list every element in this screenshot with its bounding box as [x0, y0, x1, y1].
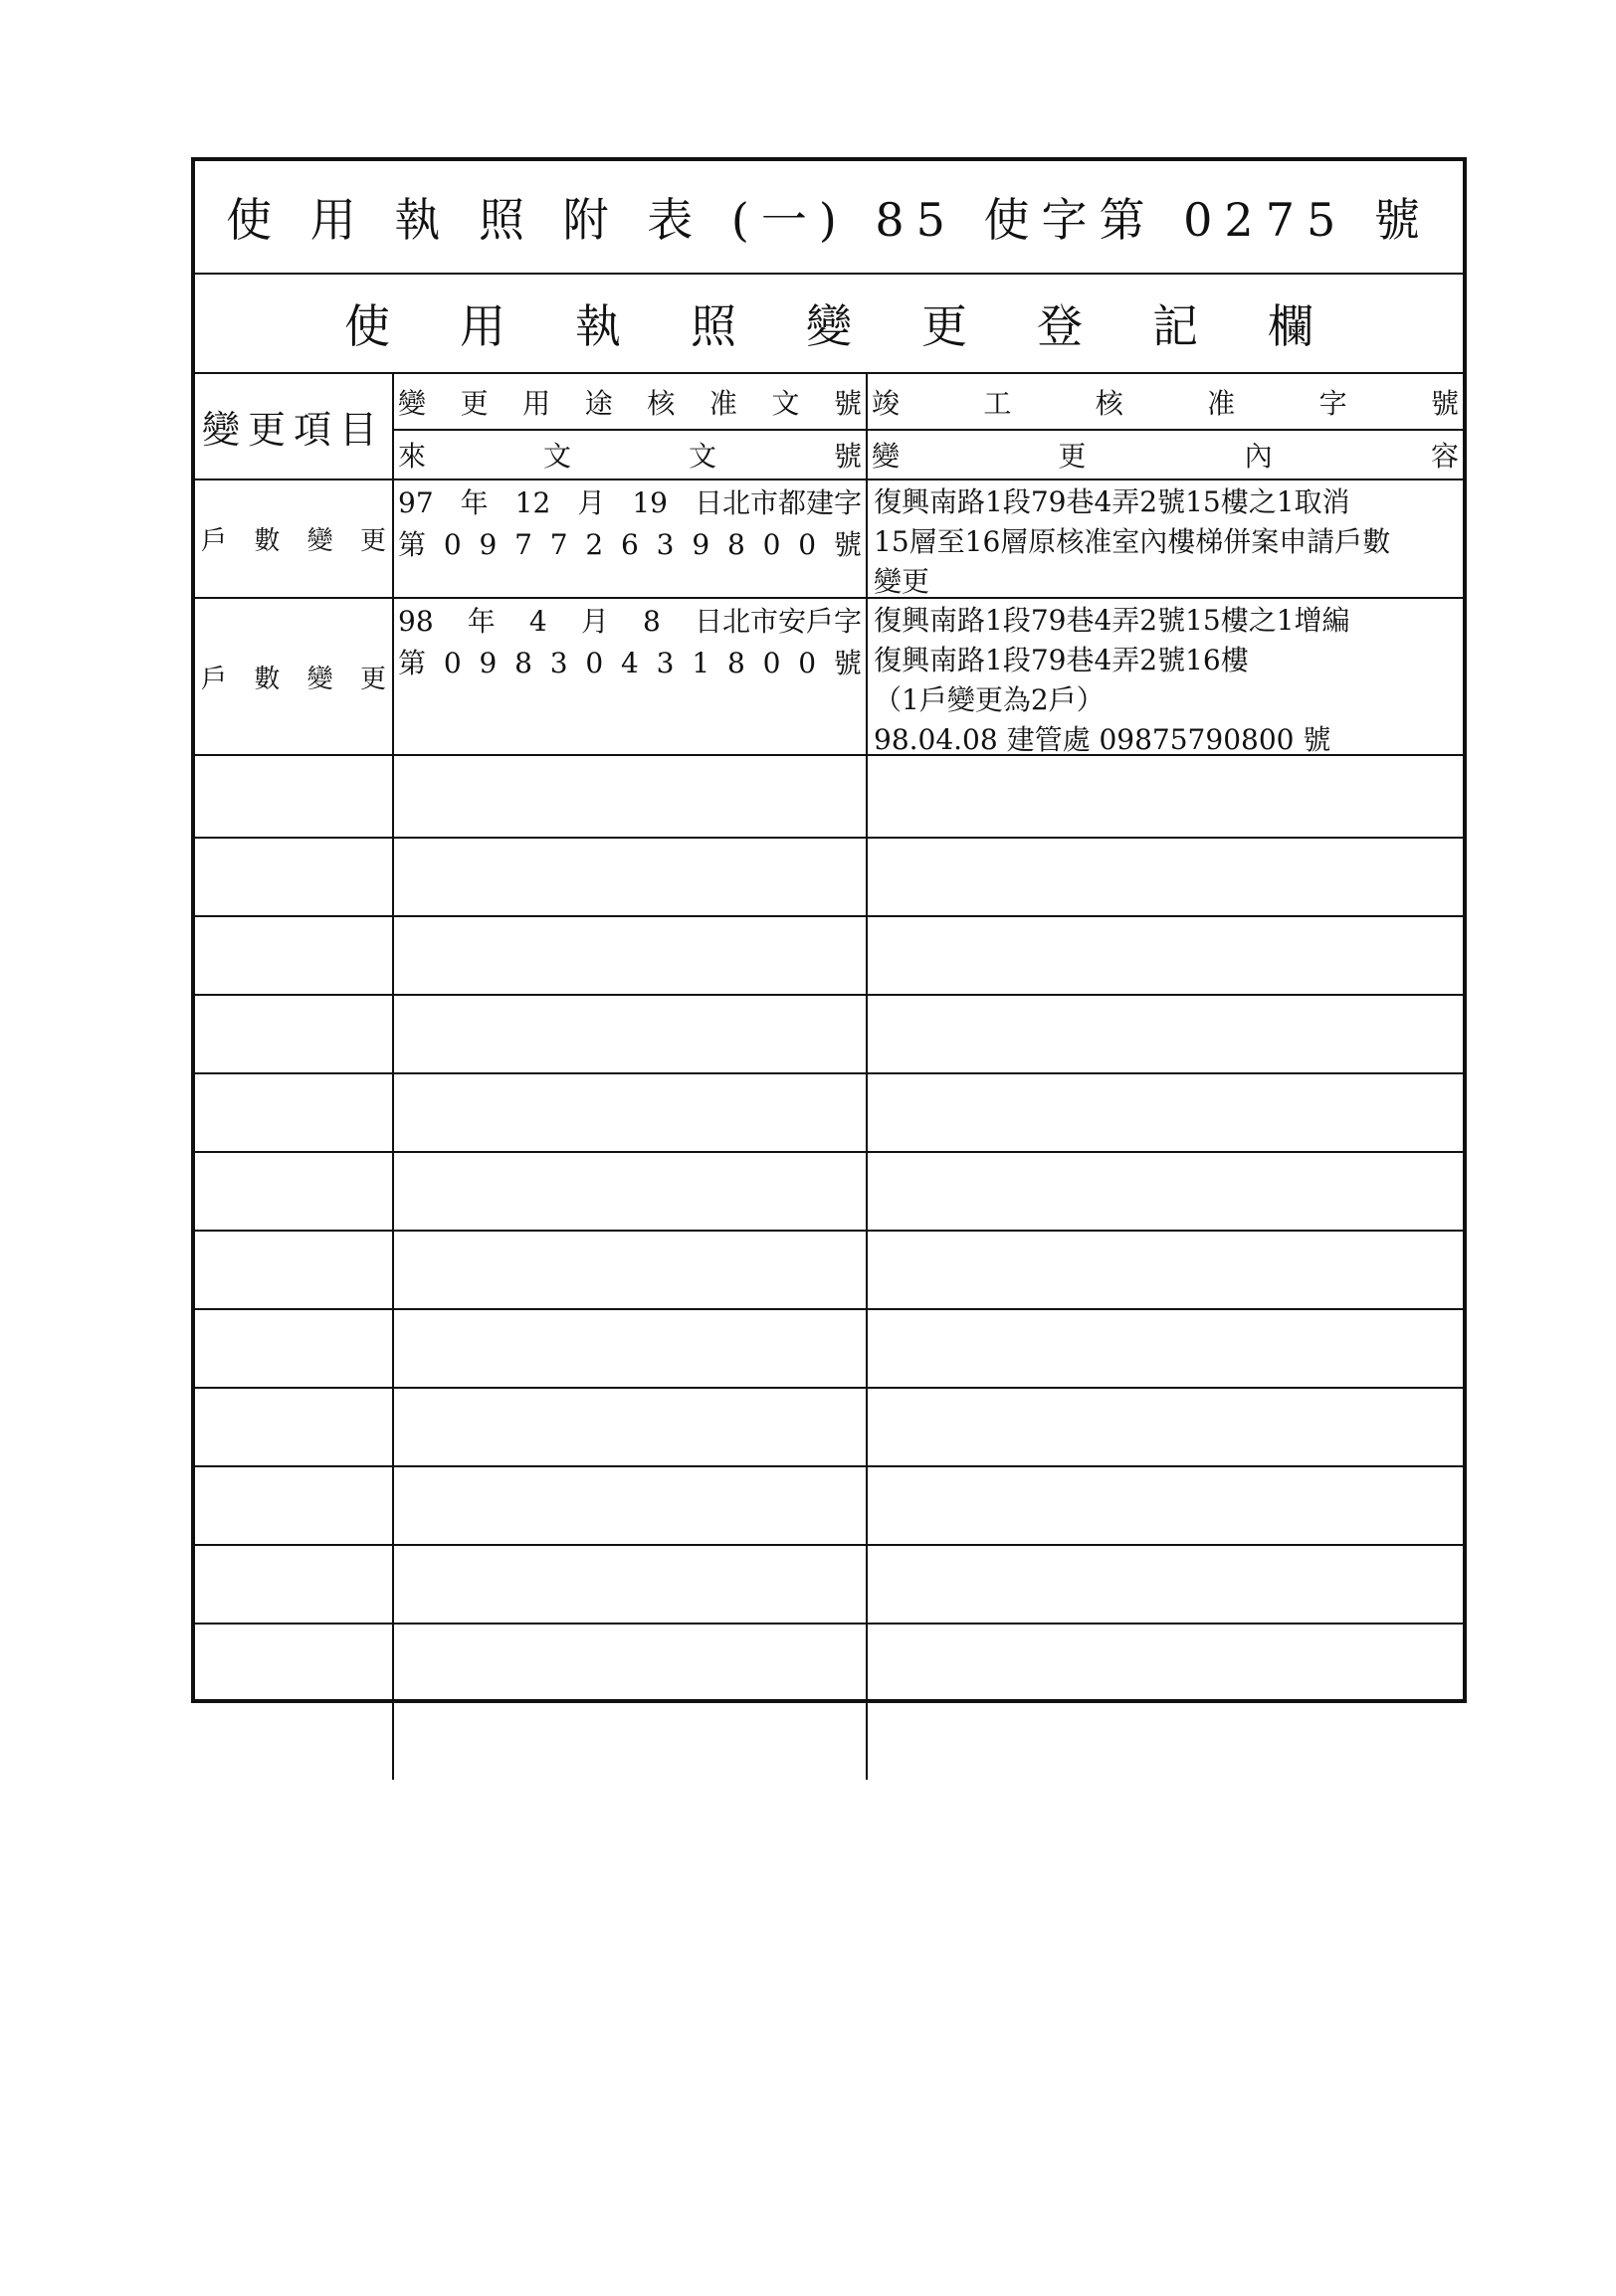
row-item-char: 更 — [359, 664, 386, 694]
row-item-char: 變 — [306, 664, 333, 694]
row-divider — [195, 1230, 1463, 1232]
doc-token: 年 — [460, 486, 489, 519]
row-divider — [195, 1072, 1463, 1074]
doc-token: 0 — [762, 528, 781, 561]
header-char: 文 — [771, 386, 800, 420]
header-char: 號 — [833, 440, 862, 473]
row-divider — [195, 837, 1463, 839]
row-divider — [195, 915, 1463, 917]
header-char: 竣 — [872, 386, 901, 420]
header-char: 變 — [398, 386, 427, 420]
form-subtitle-row — [195, 275, 1463, 374]
content-line: 復興南路1段79巷4弄2號16樓 — [874, 644, 1249, 676]
row-divider — [195, 994, 1463, 996]
doc-token: 月 — [577, 486, 606, 519]
doc-token: 0 — [762, 647, 781, 679]
doc-token: 98 — [398, 605, 434, 638]
header-char: 更 — [460, 386, 489, 420]
content-line: 復興南路1段79巷4弄2號15樓之1取消 — [874, 485, 1350, 518]
row-divider — [195, 1544, 1463, 1546]
content-line: 變更 — [874, 565, 930, 597]
header-char: 核 — [1095, 386, 1123, 420]
header-char: 文 — [542, 440, 571, 473]
row-divider — [195, 1308, 1463, 1310]
doc-token: 日北市都建字 — [694, 486, 862, 519]
form-title-row — [195, 161, 1463, 275]
content-line: （1戶變更為2戶） — [874, 683, 1105, 716]
row-item-char: 數 — [254, 526, 281, 556]
row-item-char: 數 — [254, 664, 281, 694]
row-item-char: 戶 — [201, 664, 228, 694]
doc-token: 9 — [479, 647, 498, 679]
doc-token: 7 — [514, 528, 532, 561]
doc-token: 19 — [632, 486, 668, 519]
header-char: 字 — [1318, 386, 1347, 420]
doc-token: 3 — [656, 528, 675, 561]
row-divider — [195, 754, 1463, 756]
doc-token: 號 — [833, 647, 862, 679]
doc-token: 第 — [398, 647, 427, 679]
header-char: 文 — [688, 440, 716, 473]
row-divider — [195, 1623, 1463, 1625]
row-doc-number — [394, 480, 866, 597]
header-char: 途 — [584, 386, 613, 420]
doc-token: 4 — [621, 647, 639, 679]
doc-token: 8 — [726, 528, 745, 561]
content-line: 98.04.08 建管處 09875790800 號 — [874, 723, 1331, 754]
header-sub-divider — [392, 429, 1463, 431]
content-line: 復興南路1段79巷4弄2號15樓之1增編 — [874, 604, 1350, 637]
form-subtitle: 使用執照變更登記欄 — [344, 299, 1383, 353]
header-change-content — [868, 431, 1463, 478]
header-char: 號 — [1430, 386, 1459, 420]
row-item-char: 更 — [359, 526, 386, 556]
doc-token: 3 — [656, 647, 675, 679]
usage-permit-form — [191, 157, 1467, 1703]
doc-token: 0 — [443, 647, 462, 679]
doc-token: 4 — [528, 605, 547, 638]
header-approval-doc — [394, 374, 866, 429]
row-divider — [195, 1387, 1463, 1389]
header-char: 工 — [983, 386, 1012, 420]
doc-token: 9 — [479, 528, 498, 561]
header-char: 變 — [872, 440, 901, 473]
header-item: 變更項目 — [201, 408, 385, 452]
header-char: 核 — [647, 386, 676, 420]
doc-token: 3 — [549, 647, 568, 679]
row-divider — [195, 1701, 1463, 1703]
doc-token: 8 — [514, 647, 532, 679]
header-char: 號 — [833, 386, 862, 420]
row-item-char: 戶 — [201, 526, 228, 556]
doc-token: 8 — [643, 605, 661, 638]
doc-token: 8 — [726, 647, 745, 679]
header-char: 准 — [1207, 386, 1236, 420]
header-char: 用 — [522, 386, 551, 420]
header-char: 容 — [1430, 440, 1459, 473]
header-incoming-doc — [394, 431, 866, 478]
doc-line — [398, 601, 862, 643]
form-title: 使 用 執 照 附 表 (一) 85 使字第 0275 號 — [226, 193, 1432, 247]
doc-token: 日北市安戶字 — [694, 605, 862, 638]
row-item-label — [195, 480, 392, 597]
doc-token: 7 — [549, 528, 568, 561]
header-char: 准 — [708, 386, 737, 420]
content-line: 15層至16層原核准室內樓梯併案申請戶數 — [874, 525, 1391, 558]
doc-token: 第 — [398, 528, 427, 561]
doc-line — [398, 482, 862, 524]
doc-token: 9 — [692, 528, 710, 561]
header-completion-no — [868, 374, 1463, 429]
doc-token: 0 — [443, 528, 462, 561]
row-change-content — [868, 480, 1463, 597]
header-char: 內 — [1244, 440, 1273, 473]
doc-token: 97 — [398, 486, 434, 519]
header-char: 更 — [1058, 440, 1087, 473]
header-char: 來 — [398, 440, 427, 473]
doc-token: 12 — [514, 486, 551, 519]
doc-line — [398, 643, 862, 684]
row-item-label — [195, 599, 392, 754]
row-doc-number — [394, 599, 866, 754]
doc-token: 0 — [585, 647, 604, 679]
row-item-char: 變 — [306, 526, 333, 556]
doc-token: 號 — [833, 528, 862, 561]
doc-token: 月 — [580, 605, 609, 638]
doc-line — [398, 524, 862, 566]
doc-token: 2 — [585, 528, 604, 561]
doc-token: 6 — [621, 528, 639, 561]
doc-token: 0 — [798, 647, 817, 679]
doc-token: 0 — [798, 528, 817, 561]
row-change-content — [868, 599, 1463, 754]
row-divider — [195, 1151, 1463, 1153]
row-divider — [195, 1465, 1463, 1467]
doc-token: 1 — [692, 647, 710, 679]
doc-token: 年 — [467, 605, 496, 638]
